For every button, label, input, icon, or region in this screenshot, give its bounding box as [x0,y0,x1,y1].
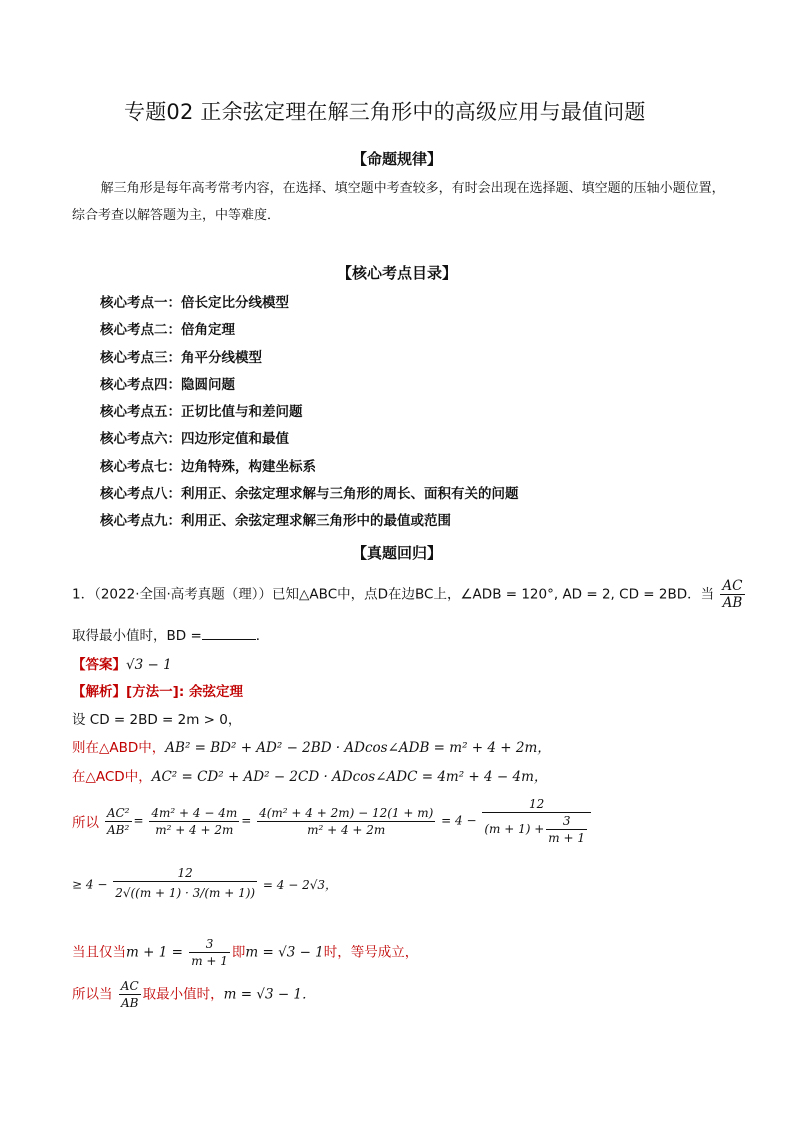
answer-line [72,653,172,673]
toc-item: 核心考点七：边角特殊，构建坐标系 [100,458,316,475]
toc-item: 核心考点八：利用正、余弦定理求解与三角形的周长、面积有关的问题 [100,486,519,503]
toc-item: 核心考点二：倍角定理 [100,322,235,339]
problem-stem-line2: 取得最小值时，BD = ． [72,628,270,644]
rules-paragraph: 解三角形是每年高考常考内容，在选择、填空题中考查较多，有时会出现在选择题、填空题的压轴小题位置，综合考查以解答题为主，中等难度． [72,181,725,223]
toc-item: 核心考点三：角平分线模型 [100,349,262,366]
toc-item: 核心考点四：隐圆问题 [100,376,235,393]
problem-stem [72,578,747,611]
analysis-line [72,680,243,700]
section-heading-rules: 【命题规律】 [351,150,442,168]
toc-item: 核心考点一：倍长定比分线模型 [100,295,289,311]
toc-item: 核心考点九：利用正、余弦定理求解三角形中的最值或范围 [100,513,451,530]
step-4: 所以 $\frac{\text{AC²}}{\text{AB²}}$ = $\frac{\text{4m² + 4 − 4m}}{\text{m² + 4 + 2m}}$ = $\frac{\text{4(m² + 4 + 2m) − 12(1 + m)}}{\text{m² + 4 + 2m}}$ = 4 − 12 (m + 1) + $\frac{3}{m + 1}$ [72,796,593,846]
toc-list [100,290,519,536]
section-heading-real: 【真题回归】 [351,544,442,562]
answer-value: √3 − 1 [126,657,172,673]
problem-number: 1． [72,586,95,603]
step-1: 设 CD = 2BD = 2m > 0， [72,712,242,728]
problem-source: （2022·全国·高考真题（理）） [94,586,273,603]
problem-text-2: 取得最小值时，BD = [72,628,202,644]
page-title: 专题02 正余弦定理在解三角形中的高级应用与最值问题 [124,100,646,124]
toc-item: 核心考点六：四边形定值和最值 [100,431,289,448]
step-5: ≥ 4 − $\frac{12}{2√((m + 1) \cdot 3/(m + 1))}$ = 4 − 2√3， [72,866,338,900]
fraction-ac-ab: $\frac{AC}{AB}$ [722,578,743,611]
answer-label: 【答案】 [72,657,126,673]
step-6: 当且仅当m + 1 = $\frac{3}{m + 1}$ 即m = √3 − 1时，等号成立， [72,937,419,968]
problem-text: 已知△ABC中，点D在边BC上，∠ADB = 120°, AD = 2, CD = 2BD．当 [272,586,715,603]
step-2: 则在△ABD中，AB² = BD² + AD² − 2BD · ADcos∠ADB = m² + 4 + 2m， [72,740,551,756]
step-3: 在△ACD中，AC² = CD² + AD² − 2CD · ADcos∠ADC = 4m² + 4 − 4m， [72,769,548,785]
toc-item: 核心考点五：正切比值与和差问题 [100,404,303,421]
section-heading-toc: 【核心考点目录】 [336,264,457,282]
analysis-label: 【解析】 [72,684,126,700]
step-7: 所以当 $\frac{AC}{AB}$ 取最小值时，m = √3 − 1． [72,979,316,1010]
answer-blank [202,627,256,640]
method-label: [方法一]: 余弦定理 [126,684,243,700]
